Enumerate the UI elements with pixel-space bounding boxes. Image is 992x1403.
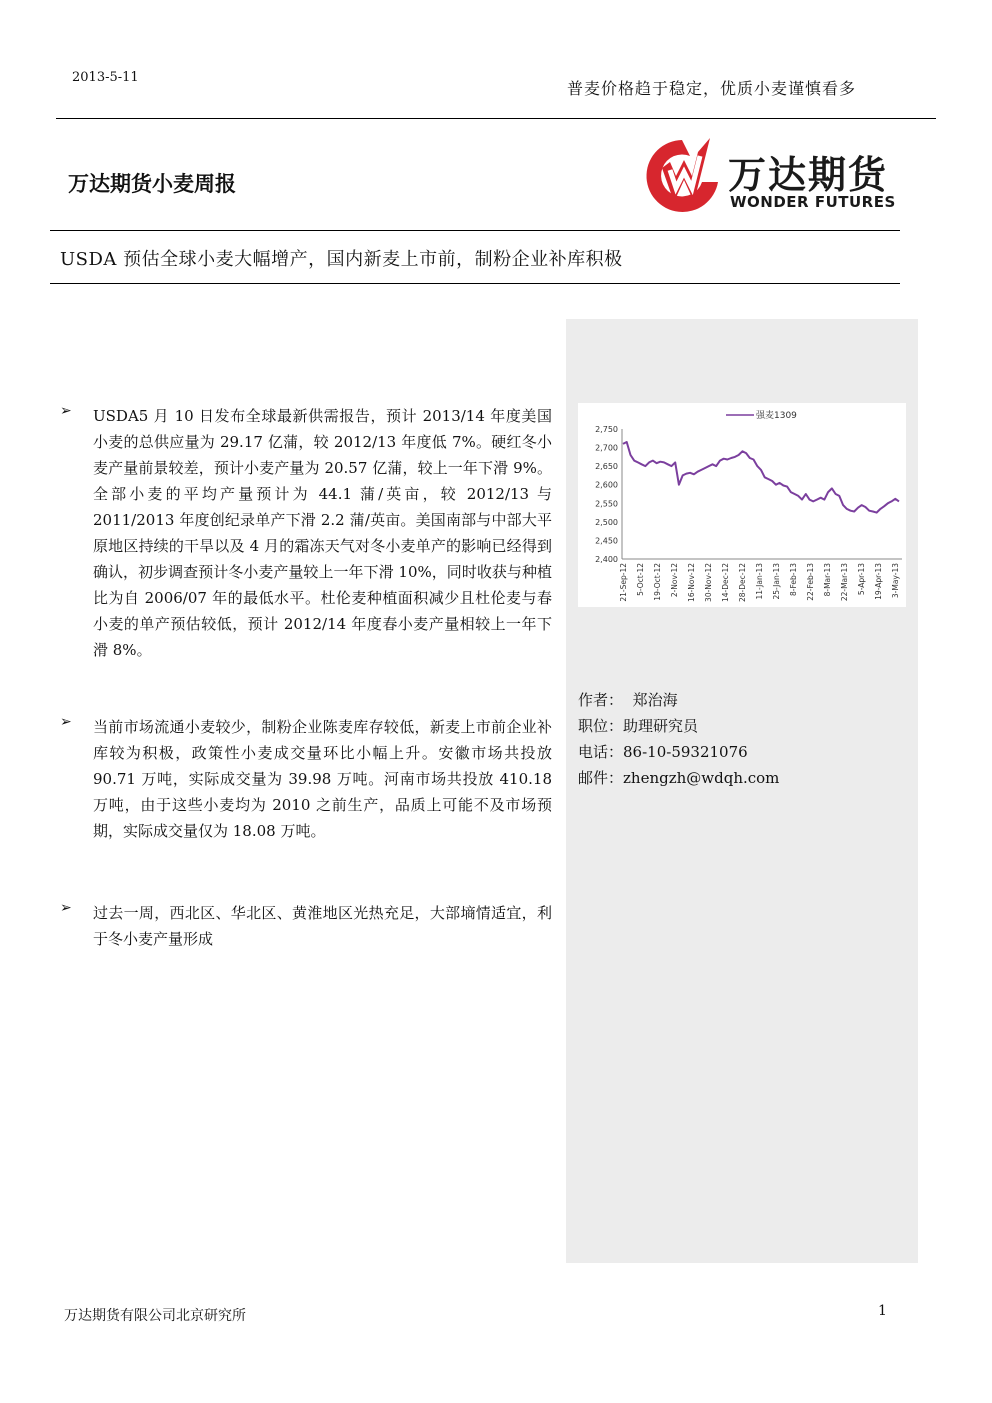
author-info	[578, 687, 779, 791]
logo-name-en: WONDER FUTURES	[730, 193, 896, 211]
author-phone: 86-10-59321076	[623, 743, 748, 761]
bullet-item	[60, 403, 552, 663]
x-tick-label: 5-Apr-13	[857, 563, 866, 596]
y-tick-label: 2,450	[595, 536, 618, 546]
author-email-label: 邮件：	[578, 769, 624, 787]
bullet-arrow-icon: ➢	[60, 900, 72, 916]
price-series-line	[623, 442, 899, 513]
report-date: 2013-5-11	[72, 70, 139, 85]
y-tick-label: 2,650	[595, 462, 618, 472]
x-tick-label: 19-Apr-13	[874, 563, 883, 600]
author-name-label: 作者：	[578, 691, 624, 709]
company-logo	[640, 130, 930, 220]
page-number: 1	[878, 1303, 887, 1319]
author-email-row	[578, 765, 779, 791]
x-tick-label: 25-Jan-13	[772, 563, 781, 600]
bullet-arrow-icon: ➢	[60, 714, 72, 730]
author-email: zhengzh@wdqh.com	[623, 769, 780, 787]
title-divider	[50, 230, 900, 231]
price-chart-svg	[578, 403, 906, 607]
x-tick-label: 22-Feb-13	[806, 563, 815, 601]
bullet-text: USDA5 月 10 日发布全球最新供需报告，预计 2013/14 年度美国小麦的总供应量为 29.17 亿蒲，较 2012/13 年度低 7%。硬红冬小麦产量前景较差，预计小麦产量为 20.57 亿蒲，较上一年下滑 9%。全部小麦的平均产量预计为 44.1 蒲/英亩，较 2012/13 与 2011/2013 年度创纪录单产下滑 2.2 蒲/英亩。美国南部与中部大平原地区持续的干旱以及 4 月的霜冻天气对冬小麦单产的影响已经得到确认，初步调查预计冬小麦产量较上一年下滑 10%，同时收获与种植比为自 2006/07 年的最低水平。杜伦麦种植面积减少且杜伦麦与春小麦的单产预估较低，预计 2012/14 年度春小麦产量相较上一年下滑 8%。	[93, 407, 552, 659]
bullet-item	[60, 714, 552, 844]
author-name-row	[578, 687, 779, 713]
report-tagline: 普麦价格趋于稳定，优质小麦谨慎看多	[566, 79, 856, 98]
report-title: 万达期货小麦周报	[68, 172, 236, 196]
x-tick-label: 8-Feb-13	[789, 563, 798, 597]
x-tick-label: 30-Nov-12	[704, 563, 713, 602]
x-tick-label: 22-Mar-13	[840, 563, 849, 602]
x-tick-label: 3-May-13	[891, 563, 900, 599]
report-headline: USDA 预估全球小麦大幅增产，国内新麦上市前，制粉企业补库积极	[60, 249, 623, 270]
x-tick-label: 19-Oct-12	[653, 563, 662, 601]
sidebar-panel	[566, 319, 918, 1263]
author-position-row	[578, 713, 779, 739]
author-phone-row	[578, 739, 779, 765]
y-tick-label: 2,750	[595, 425, 618, 434]
author-phone-label: 电话：	[578, 743, 624, 761]
y-tick-label: 2,500	[595, 517, 618, 527]
x-tick-label: 14-Dec-12	[721, 563, 730, 603]
x-tick-label: 5-Oct-12	[636, 563, 645, 596]
x-tick-label: 28-Dec-12	[738, 563, 747, 603]
price-chart	[578, 403, 906, 607]
footer-organization: 万达期货有限公司北京研究所	[64, 1308, 246, 1324]
x-tick-label: 8-Mar-13	[823, 563, 832, 597]
logo-mark-icon	[640, 130, 724, 220]
y-tick-label: 2,550	[595, 499, 618, 509]
x-tick-label: 2-Nov-12	[670, 563, 679, 598]
y-tick-label: 2,400	[595, 555, 618, 564]
bullet-text: 过去一周，西北区、华北区、黄淮地区光热充足，大部墒情适宜，利于冬小麦产量形成	[93, 904, 552, 948]
bullet-arrow-icon: ➢	[60, 403, 72, 419]
logo-name-cn: 万达期货	[728, 153, 889, 197]
author-position-label: 职位：	[578, 717, 624, 735]
legend-label: 强麦1309	[756, 411, 797, 421]
x-tick-label: 21-Sep-12	[619, 563, 628, 602]
header-divider	[56, 118, 936, 119]
x-tick-label: 16-Nov-12	[687, 563, 696, 602]
headline-divider	[50, 283, 900, 284]
bullet-item	[60, 900, 552, 952]
y-tick-label: 2,600	[595, 480, 618, 490]
author-position: 助理研究员	[623, 717, 699, 735]
y-tick-label: 2,700	[595, 443, 618, 453]
bullet-text: 当前市场流通小麦较少，制粉企业陈麦库存较低，新麦上市前企业补库较为积极，政策性小麦成交量环比小幅上升。安徽市场共投放 90.71 万吨，实际成交量为 39.98 万吨。河南市场共投放 410.18 万吨，由于这些小麦均为 2010 之前生产，品质上可能不及市场预期，实际成交量仅为 18.08 万吨。	[93, 718, 552, 840]
author-name: 郑治海	[632, 691, 678, 709]
x-tick-label: 11-Jan-13	[755, 563, 764, 600]
